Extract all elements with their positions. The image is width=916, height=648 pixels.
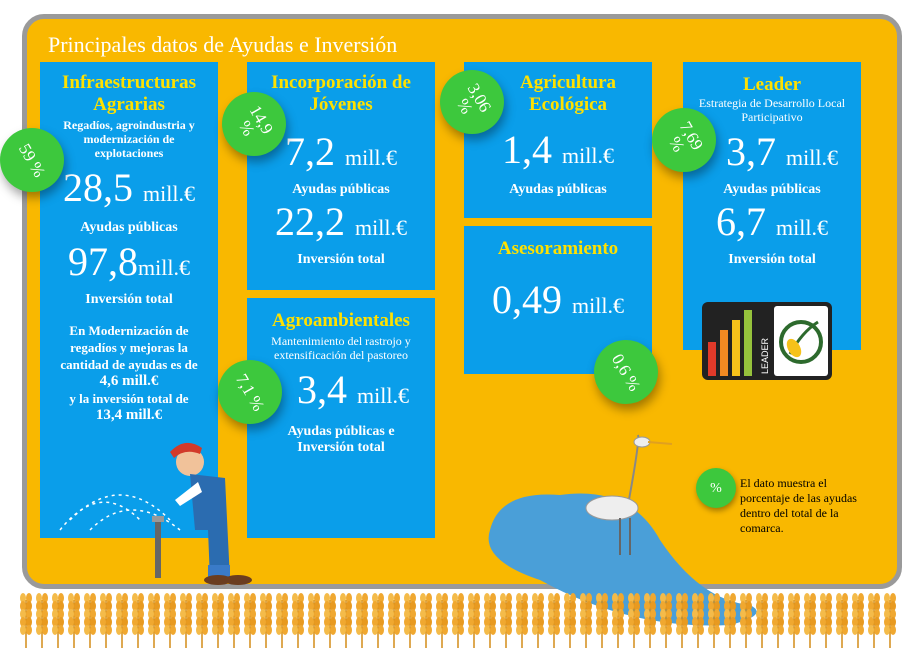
panel-title: Agricultura Ecológica bbox=[519, 72, 617, 115]
legend-text: El dato muestra el porcentaje de las ayudas dentro del total de la comarca. bbox=[740, 476, 857, 535]
inversion-label: Inversión total bbox=[728, 252, 816, 267]
unit: mill.€ bbox=[562, 143, 614, 168]
wheat-stalk bbox=[20, 593, 32, 648]
wheat-stalk bbox=[852, 593, 864, 648]
ayudas-amount bbox=[40, 166, 218, 216]
wheat-stalk bbox=[212, 593, 224, 648]
wheat-stalk bbox=[740, 593, 752, 648]
wheat-stalk bbox=[452, 593, 464, 648]
wheat-stalk bbox=[116, 593, 128, 648]
wheat-stalk bbox=[644, 593, 656, 648]
panel-title: Incorporación de Jóvenes bbox=[271, 72, 411, 115]
badge-ecologica bbox=[440, 70, 504, 134]
wheat-stalk bbox=[308, 593, 320, 648]
wheat-stalk bbox=[484, 593, 496, 648]
inversion-unit: mill.€ bbox=[138, 255, 190, 280]
badge-text: 59 % bbox=[14, 139, 50, 181]
ayudas-value: 3,7 bbox=[726, 129, 777, 174]
badge-text: 7,69 % bbox=[664, 118, 708, 156]
panel-subtitle: Mantenimiento del rastrojo y extensificación del pastoreo bbox=[271, 334, 411, 362]
wheat-stalk bbox=[324, 593, 336, 648]
wheat-stalk bbox=[436, 593, 448, 648]
wheat-stalk bbox=[708, 593, 720, 648]
ayudas-value: 7,2 bbox=[285, 129, 336, 174]
farmer-illustration bbox=[40, 430, 270, 590]
page-title: Principales datos de Ayudas e Inversión bbox=[48, 32, 398, 57]
wheat-stalk bbox=[564, 593, 576, 648]
legend-badge bbox=[696, 468, 736, 508]
inversion-label: Inversión total bbox=[85, 292, 173, 307]
ayudas-unit: mill.€ bbox=[345, 145, 397, 170]
heron-body bbox=[586, 496, 638, 520]
inversion-value: 97,8 bbox=[68, 239, 139, 284]
wheat-stalk bbox=[404, 593, 416, 648]
wheat-stalk bbox=[148, 593, 160, 648]
inversion-amount bbox=[683, 200, 861, 250]
panel-agroambientales bbox=[247, 298, 435, 538]
wheat-stalk bbox=[228, 593, 240, 648]
badge-agroambientales bbox=[218, 360, 282, 424]
wheat-stalk bbox=[292, 593, 304, 648]
wheat-stalk bbox=[388, 593, 400, 648]
wheat-stalk bbox=[84, 593, 96, 648]
wheat-stalk bbox=[36, 593, 48, 648]
wheat-stalk bbox=[532, 593, 544, 648]
inversion-amount bbox=[247, 200, 435, 250]
label: Ayudas públicas e Inversión total bbox=[287, 424, 395, 455]
badge-text: 14,9 % bbox=[234, 102, 278, 140]
amount bbox=[464, 128, 652, 178]
label: Ayudas públicas bbox=[509, 182, 607, 197]
panel-subtitle: Regadíos, agroindustria y modernización de explotaciones bbox=[63, 118, 195, 160]
wheat-stalk bbox=[820, 593, 832, 648]
badge-infraestructuras bbox=[0, 128, 64, 192]
wheat-stalk bbox=[676, 593, 688, 648]
leader-logo bbox=[702, 302, 832, 380]
panel-title: Agroambientales bbox=[272, 310, 410, 331]
ayudas-unit: mill.€ bbox=[143, 181, 195, 206]
wheat-stalk bbox=[180, 593, 192, 648]
wheat-stalk bbox=[580, 593, 592, 648]
modernizacion-note: En Modernización de regadíos y mejoras la cantidad de ayudas es de bbox=[60, 323, 198, 372]
wheat-stalk bbox=[244, 593, 256, 648]
wheat-stalk bbox=[132, 593, 144, 648]
wheat-stalk bbox=[836, 593, 848, 648]
wheat-stalk bbox=[164, 593, 176, 648]
wheat-stalk bbox=[612, 593, 624, 648]
wheat-stalk bbox=[788, 593, 800, 648]
wheat-stalk bbox=[100, 593, 112, 648]
inversion-value: 22,2 bbox=[275, 199, 346, 244]
heron-head bbox=[634, 437, 650, 447]
panel-title: Asesoramiento bbox=[497, 238, 619, 259]
panel-jovenes bbox=[247, 62, 435, 290]
wheat-stalk bbox=[884, 593, 896, 648]
modernizacion-ayudas: 4,6 mill.€ bbox=[99, 373, 159, 389]
unit: mill.€ bbox=[572, 293, 624, 318]
wheat-border bbox=[18, 590, 898, 648]
wheat-stalk bbox=[516, 593, 528, 648]
wheat-stalk bbox=[660, 593, 672, 648]
wheat-stalk bbox=[756, 593, 768, 648]
wheat-stalk bbox=[276, 593, 288, 648]
wheat-stalk bbox=[804, 593, 816, 648]
ayudas-unit: mill.€ bbox=[786, 145, 838, 170]
wheat-stalk bbox=[868, 593, 880, 648]
wheat-stalk bbox=[596, 593, 608, 648]
wheat-stalk bbox=[692, 593, 704, 648]
badge-text: 7,1 % bbox=[231, 370, 269, 414]
panel-subtitle: Estrategia de Desarrollo Local Participativo bbox=[698, 96, 846, 124]
inversion-unit: mill.€ bbox=[355, 215, 407, 240]
ayudas-label: Ayudas públicas bbox=[80, 220, 178, 235]
badge-text: 3,06 % bbox=[452, 80, 496, 118]
inversion-amount bbox=[40, 240, 218, 290]
badge-jovenes bbox=[222, 92, 286, 156]
unit: mill.€ bbox=[357, 383, 409, 408]
panel-title: Infraestructuras Agrarias bbox=[61, 72, 197, 115]
value: 3,4 bbox=[297, 367, 348, 412]
wheat-stalk bbox=[500, 593, 512, 648]
modernizacion-inversion: 13,4 mill.€ bbox=[95, 407, 163, 423]
ayudas-label: Ayudas públicas bbox=[292, 182, 390, 197]
wheat-stalk bbox=[548, 593, 560, 648]
panel-title: Leader bbox=[742, 74, 802, 95]
inversion-label: Inversión total bbox=[297, 252, 385, 267]
wheat-stalk bbox=[356, 593, 368, 648]
ayudas-label: Ayudas públicas bbox=[723, 182, 821, 197]
wheat-stalk bbox=[420, 593, 432, 648]
value: 1,4 bbox=[502, 127, 553, 172]
wheat-stalk bbox=[260, 593, 272, 648]
wheat-stalk bbox=[196, 593, 208, 648]
value: 0,49 bbox=[492, 277, 563, 322]
badge-text: % bbox=[710, 480, 722, 496]
badge-text: 0,6 % bbox=[607, 350, 645, 394]
leader-logo-text: LEADER bbox=[760, 337, 770, 374]
amount bbox=[464, 278, 652, 328]
modernizacion-note-2: y la inversión total de bbox=[69, 391, 189, 406]
leader-logo-graphic bbox=[702, 302, 832, 380]
badge-leader bbox=[652, 108, 716, 172]
inversion-value: 6,7 bbox=[716, 199, 767, 244]
inversion-unit: mill.€ bbox=[776, 215, 828, 240]
badge-asesoramiento bbox=[594, 340, 658, 404]
ayudas-value: 28,5 bbox=[63, 165, 134, 210]
wheat-stalk bbox=[724, 593, 736, 648]
wheat-stalk bbox=[468, 593, 480, 648]
wheat-stalk bbox=[340, 593, 352, 648]
wheat-stalk bbox=[68, 593, 80, 648]
wheat-stalk bbox=[372, 593, 384, 648]
wheat-graphic bbox=[18, 590, 898, 648]
wheat-stalk bbox=[628, 593, 640, 648]
wheat-stalk bbox=[52, 593, 64, 648]
wheat-stalk bbox=[772, 593, 784, 648]
